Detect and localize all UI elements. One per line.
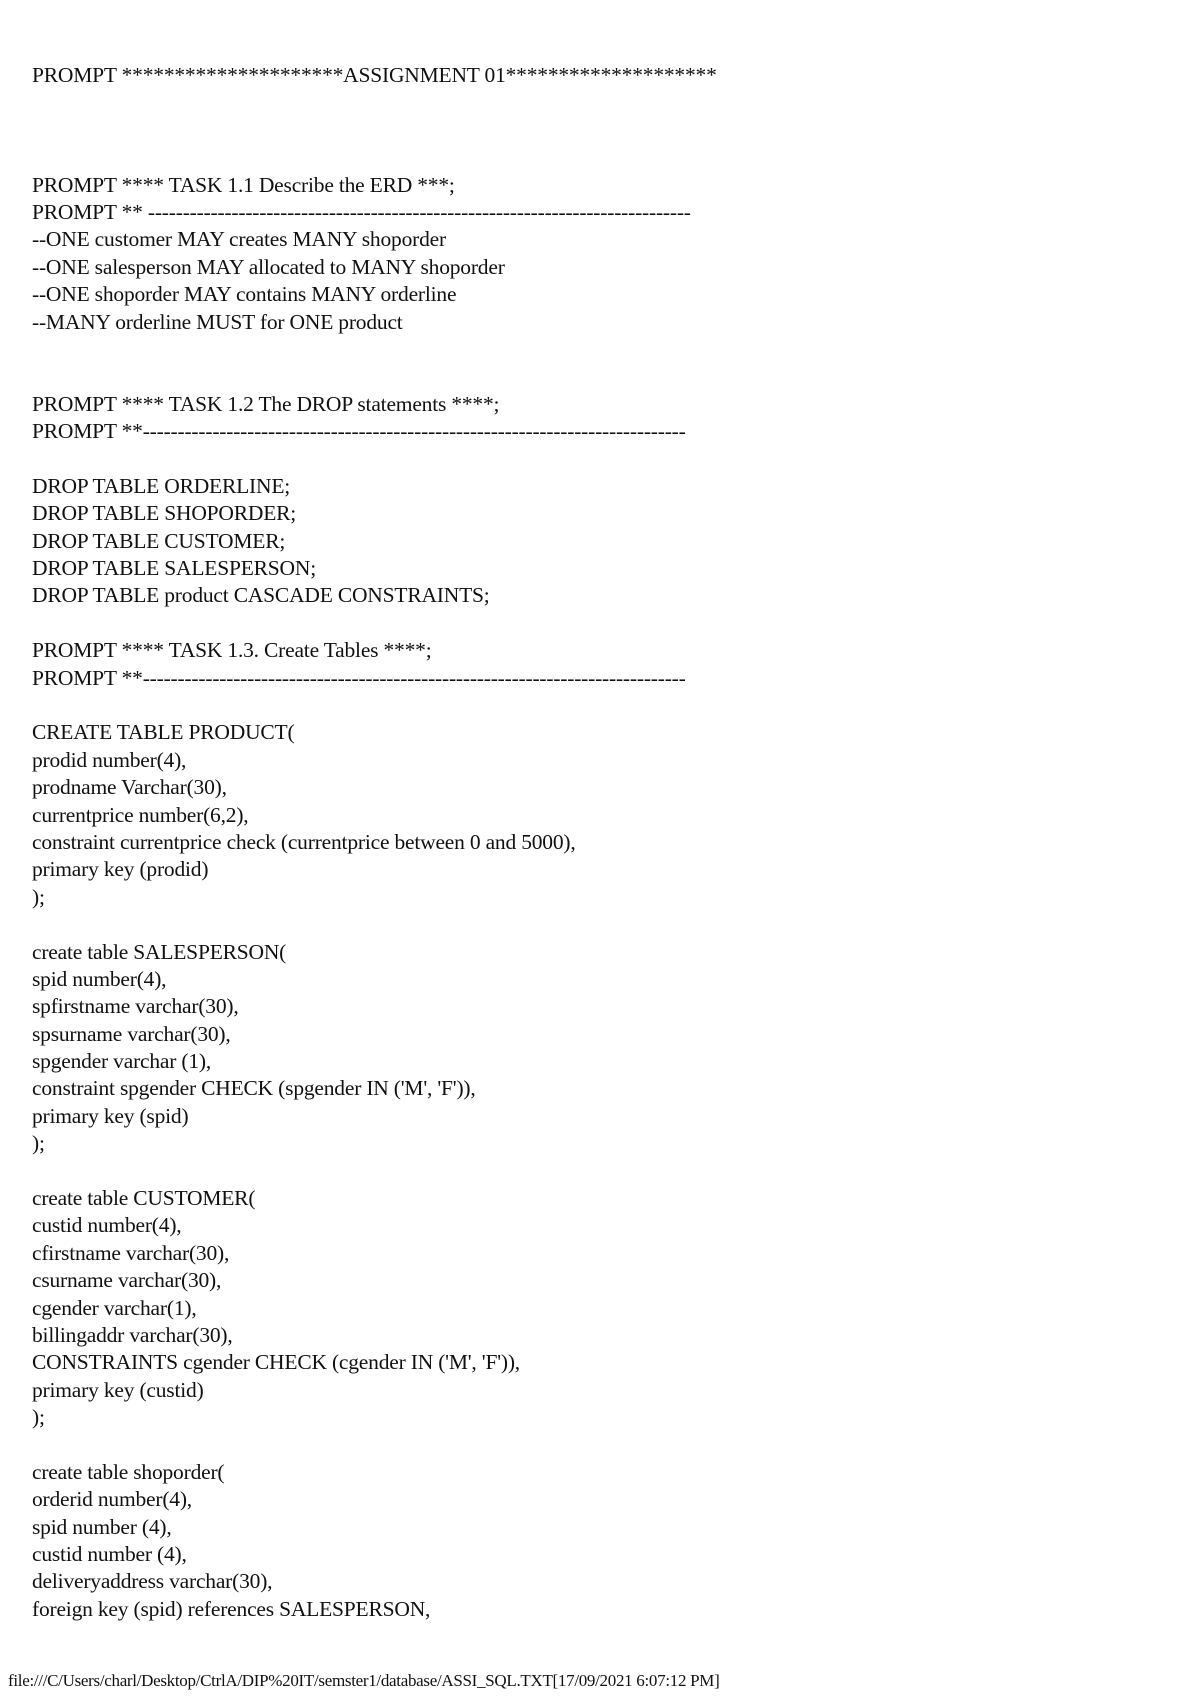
document-line: );: [32, 1405, 45, 1430]
document-line: DROP TABLE CUSTOMER;: [32, 528, 286, 553]
document-line: prodid number(4),: [32, 747, 187, 772]
document-line: cfirstname varchar(30),: [32, 1240, 230, 1265]
document-line: constraint currentprice check (currentprice between 0 and 5000),: [32, 829, 576, 854]
document-line: constraint spgender CHECK (spgender IN ('M', 'F')),: [32, 1076, 476, 1101]
blank-line: [32, 336, 1172, 363]
document-line: primary key (custid): [32, 1377, 204, 1402]
blank-line: [32, 911, 1172, 938]
blank-line: [32, 445, 1172, 472]
document-line: billingaddr varchar(30),: [32, 1322, 233, 1347]
document-line: PROMPT *********************ASSIGNMENT 01********************: [32, 63, 717, 87]
document-line: spfirstname varchar(30),: [32, 994, 239, 1019]
document-line: --MANY orderline MUST for ONE product: [32, 309, 403, 334]
document-line: spid number(4),: [32, 966, 167, 991]
document-line: DROP TABLE ORDERLINE;: [32, 473, 291, 498]
document-line: csurname varchar(30),: [32, 1268, 222, 1293]
document-line: cgender varchar(1),: [32, 1295, 197, 1320]
document-line: --ONE customer MAY creates MANY shoporder: [32, 227, 446, 252]
document-line: currentprice number(6,2),: [32, 802, 249, 827]
page-footer-file-path: file:///C/Users/charl/Desktop/CtrlA/DIP%20IT/semster1/database/ASSI_SQL.TXT[17/09/2021 6:07:12 PM]: [8, 1671, 720, 1690]
document-line: --ONE salesperson MAY allocated to MANY shoporder: [32, 254, 505, 279]
document-line: DROP TABLE product CASCADE CONSTRAINTS;: [32, 583, 490, 608]
document-line: primary key (prodid): [32, 857, 209, 882]
blank-line: [32, 144, 1172, 171]
blank-line: [32, 1158, 1172, 1185]
blank-line: [32, 1432, 1172, 1459]
document-line: create table SALESPERSON(: [32, 939, 287, 964]
document-body: [32, 62, 1172, 1623]
document-line: prodname Varchar(30),: [32, 775, 227, 800]
document-line: orderid number(4),: [32, 1487, 192, 1512]
document-line: deliveryaddress varchar(30),: [32, 1569, 273, 1594]
document-line: PROMPT **------------------------------------------------------------------------------: [32, 419, 686, 444]
blank-line: [32, 117, 1172, 144]
blank-line: [32, 610, 1172, 637]
document-line: PROMPT **** TASK 1.1 Describe the ERD ***;: [32, 172, 455, 197]
document-line: );: [32, 1131, 45, 1156]
document-line: PROMPT **** TASK 1.2 The DROP statements ****;: [32, 391, 500, 416]
document-line: DROP TABLE SHOPORDER;: [32, 501, 297, 526]
blank-line: [32, 692, 1172, 719]
document-line: spid number (4),: [32, 1514, 172, 1539]
document-line: DROP TABLE SALESPERSON;: [32, 556, 316, 581]
document-line: PROMPT **------------------------------------------------------------------------------: [32, 665, 686, 690]
document-line: custid number(4),: [32, 1213, 182, 1238]
document-line: spsurname varchar(30),: [32, 1021, 231, 1046]
blank-line: [32, 89, 1172, 116]
document-line: CREATE TABLE PRODUCT(: [32, 720, 295, 745]
blank-line: [32, 363, 1172, 390]
document-line: create table CUSTOMER(: [32, 1186, 256, 1211]
document-line: create table shoporder(: [32, 1459, 225, 1484]
document-line: CONSTRAINTS cgender CHECK (cgender IN ('M', 'F')),: [32, 1350, 520, 1375]
document-line: );: [32, 884, 45, 909]
document-line: --ONE shoporder MAY contains MANY orderline: [32, 282, 457, 307]
document-line: foreign key (spid) references SALESPERSON,: [32, 1596, 431, 1621]
document-line: primary key (spid): [32, 1103, 189, 1128]
document-line: custid number (4),: [32, 1542, 187, 1567]
document-line: spgender varchar (1),: [32, 1049, 212, 1074]
document-line: PROMPT ** ------------------------------------------------------------------------------: [32, 199, 691, 224]
document-line: PROMPT **** TASK 1.3. Create Tables ****;: [32, 638, 432, 663]
